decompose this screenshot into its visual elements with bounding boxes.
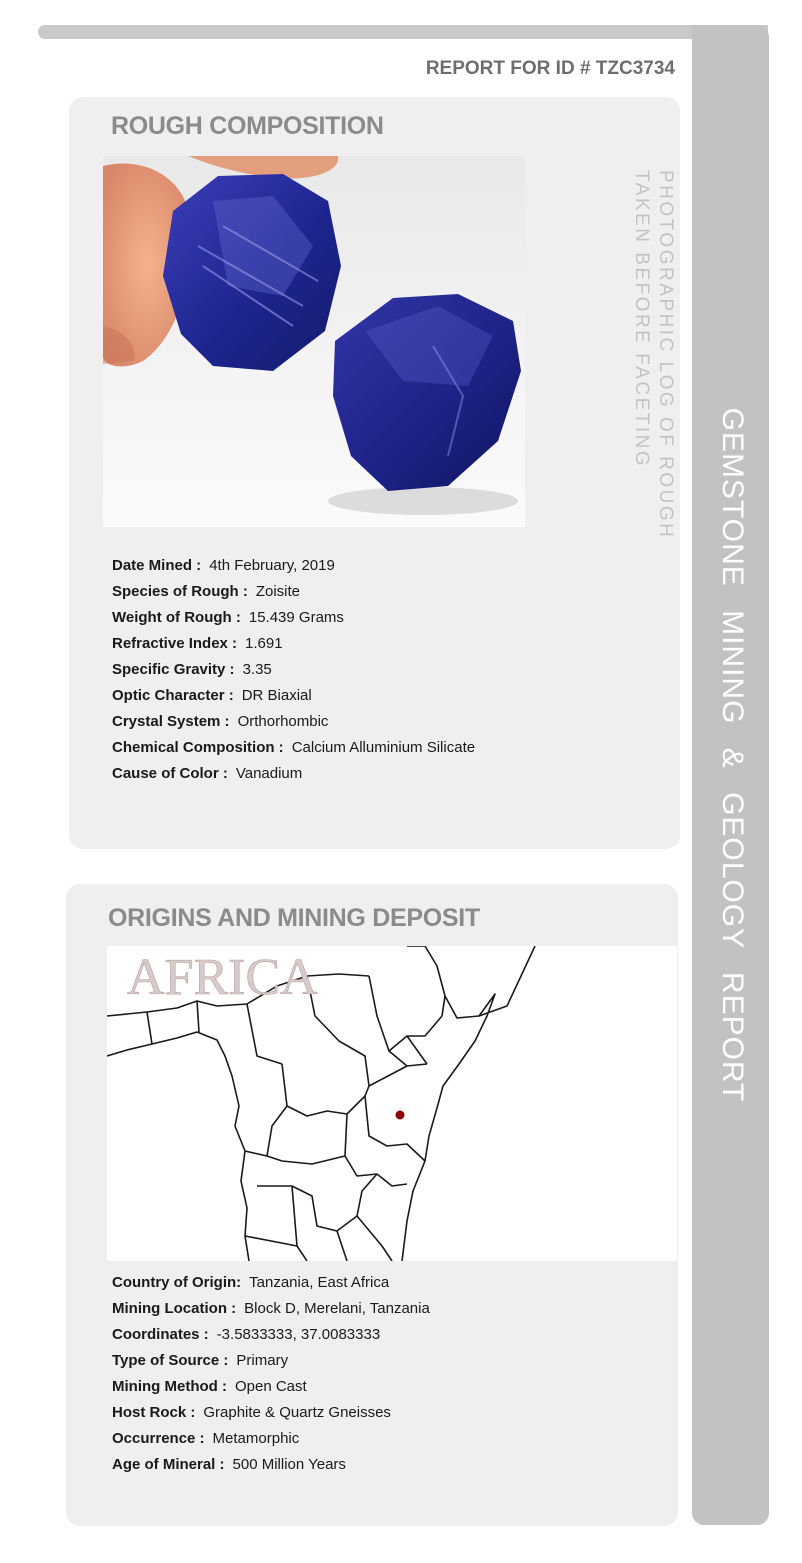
spec-row: Mining Method : Open Cast xyxy=(112,1378,307,1395)
rough-composition-title: ROUGH COMPOSITION xyxy=(111,112,384,140)
rough-gem-photo xyxy=(103,156,525,527)
photo-caption-line2: TAKEN BEFORE FACETING xyxy=(631,170,652,469)
spec-row: Country of Origin: Tanzania, East Africa xyxy=(112,1274,390,1291)
spec-row: Host Rock : Graphite & Quartz Gneisses xyxy=(112,1404,391,1421)
origins-title: ORIGINS AND MINING DEPOSIT xyxy=(108,904,480,932)
africa-map-illustration xyxy=(107,946,677,1261)
location-marker-icon xyxy=(396,1111,405,1120)
spec-row: Date Mined : 4th February, 2019 xyxy=(112,557,335,574)
report-id: REPORT FOR ID # TZC3734 xyxy=(425,58,675,79)
photo-caption xyxy=(620,170,690,540)
spec-row: Type of Source : Primary xyxy=(112,1352,289,1369)
photo-caption-line1: PHOTOGRAPHIC LOG OF ROUGH xyxy=(655,170,676,540)
africa-map xyxy=(107,946,677,1261)
side-title: GEMSTONE MINING & GEOLOGY REPORT xyxy=(716,407,749,1103)
top-bar xyxy=(38,25,768,39)
spec-row: Refractive Index : 1.691 xyxy=(112,635,283,652)
spec-row: Chemical Composition : Calcium Alluminium Silicate xyxy=(112,739,476,756)
spec-row: Weight of Rough : 15.439 Grams xyxy=(112,609,344,626)
spec-row: Age of Mineral : 500 Million Years xyxy=(112,1456,346,1473)
spec-row: Species of Rough : Zoisite xyxy=(112,583,301,600)
spec-row: Optic Character : DR Biaxial xyxy=(112,687,312,704)
rough-gem-illustration xyxy=(103,156,525,527)
spec-row: Mining Location : Block D, Merelani, Tanzania xyxy=(112,1300,430,1317)
spec-row: Coordinates : -3.5833333, 37.0083333 xyxy=(112,1326,381,1343)
rough-specs-list xyxy=(112,553,475,787)
spec-row: Cause of Color : Vanadium xyxy=(112,765,303,782)
map-label: AFRICA xyxy=(127,949,318,1006)
spec-row: Specific Gravity : 3.35 xyxy=(112,661,272,678)
origins-specs-list xyxy=(112,1270,430,1478)
spec-row: Crystal System : Orthorhombic xyxy=(112,713,329,730)
spec-row: Occurrence : Metamorphic xyxy=(112,1430,300,1447)
